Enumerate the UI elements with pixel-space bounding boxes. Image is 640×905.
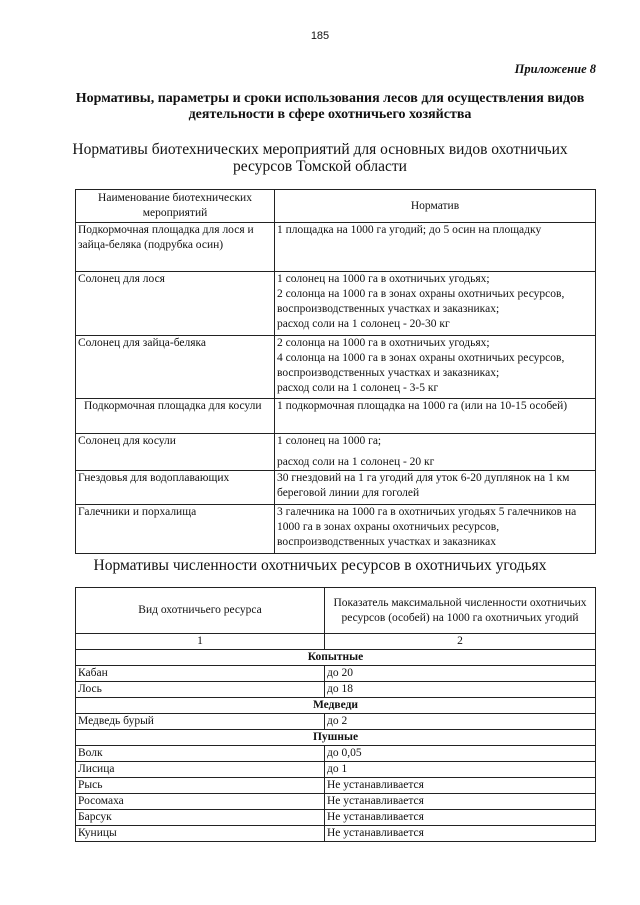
header-species: Вид охотничьего ресурса — [76, 588, 325, 634]
population-norm: Не устанавливается — [325, 810, 596, 826]
header-norm: Норматив — [275, 190, 596, 223]
table-row — [76, 810, 596, 826]
table-row — [76, 505, 596, 554]
column-number: 2 — [325, 634, 596, 650]
measure-norm — [275, 336, 596, 399]
group-row — [76, 698, 596, 714]
measure-name: Подкормочная площадка для лося и зайца-беляка (подрубка осин) — [76, 223, 275, 272]
table-row — [76, 272, 596, 336]
species-name: Куницы — [76, 826, 325, 842]
measure-name: Солонец для зайца-беляка — [76, 336, 275, 399]
population-norm: Не устанавливается — [325, 794, 596, 810]
header-max-population: Показатель максимальной численности охотничьих ресурсов (особей) на 1000 га охотничьих угодий — [325, 588, 596, 634]
norm-line: 1 солонец на 1000 га; — [277, 435, 382, 447]
measure-norm — [275, 434, 596, 471]
table-row — [76, 666, 596, 682]
measure-name: Галечники и порхалища — [76, 505, 275, 554]
header-measure-name: Наименование биотехнических мероприятий — [76, 190, 275, 223]
species-name: Росомаха — [76, 794, 325, 810]
table-row — [76, 794, 596, 810]
norm-line: 1 солонец на 1000 га в охотничьих угодьях; — [277, 273, 490, 285]
measure-norm: 3 галечника на 1000 га в охотничьих угодьях 5 галечников на 1000 га в зонах охраны охотничьих ресурсов, воспроизводственных участках и заказниках — [275, 505, 596, 554]
measure-norm: 1 площадка на 1000 га угодий; до 5 осин на площадку — [275, 223, 596, 272]
page-number: 185 — [310, 30, 330, 42]
table-row — [76, 762, 596, 778]
table-row — [76, 826, 596, 842]
population-norm: до 2 — [325, 714, 596, 730]
group-name: Медведи — [76, 698, 596, 714]
group-row — [76, 730, 596, 746]
table-row — [76, 682, 596, 698]
measure-name: Гнездовья для водоплавающих — [76, 471, 275, 505]
group-name: Копытные — [76, 650, 596, 666]
group-row — [76, 650, 596, 666]
norm-line: 2 солонца на 1000 га в зонах охраны охотничьих ресурсов, воспроизводственных участках и заказниках; — [277, 288, 565, 315]
column-number-row — [76, 634, 596, 650]
species-name: Барсук — [76, 810, 325, 826]
table-row — [76, 778, 596, 794]
measure-name: Солонец для косули — [76, 434, 275, 471]
table-row — [76, 471, 596, 505]
table-row — [76, 714, 596, 730]
measure-name: Солонец для лося — [76, 272, 275, 336]
norm-line: 4 солонца на 1000 га в зонах охраны охотничьих ресурсов, воспроизводственных участках и заказниках; — [277, 352, 565, 379]
measure-norm — [275, 272, 596, 336]
measure-norm: 1 подкормочная площадка на 1000 га (или на 10-15 особей) — [275, 399, 596, 434]
biotechnical-measures-table — [75, 189, 596, 554]
population-norm: до 1 — [325, 762, 596, 778]
table2-title: Нормативы численности охотничьих ресурсов в охотничьих угодьях — [93, 557, 547, 574]
group-name: Пушные — [76, 730, 596, 746]
population-norms-table — [75, 587, 596, 842]
norm-line: расход соли на 1 солонец - 20-30 кг — [277, 318, 450, 330]
table-header-row — [76, 588, 596, 634]
table-row — [76, 434, 596, 471]
species-name: Волк — [76, 746, 325, 762]
norm-line: расход соли на 1 солонец - 20 кг — [277, 456, 435, 468]
table-header-row — [76, 190, 596, 223]
table-row — [76, 336, 596, 399]
population-norm: Не устанавливается — [325, 826, 596, 842]
species-name: Рысь — [76, 778, 325, 794]
appendix-label: Приложение 8 — [514, 62, 596, 76]
population-norm: Не устанавливается — [325, 778, 596, 794]
table-row — [76, 399, 596, 434]
species-name: Лисица — [76, 762, 325, 778]
species-name: Медведь бурый — [76, 714, 325, 730]
measure-norm: 30 гнездовий на 1 га угодий для уток 6-20 дуплянок на 1 км береговой линии для гоголей — [275, 471, 596, 505]
population-norm: до 20 — [325, 666, 596, 682]
norm-line: расход соли на 1 солонец - 3-5 кг — [277, 382, 439, 394]
population-norm: до 0,05 — [325, 746, 596, 762]
species-name: Лось — [76, 682, 325, 698]
species-name: Кабан — [76, 666, 325, 682]
table-row — [76, 223, 596, 272]
measure-name: Подкормочная площадка для косули — [76, 399, 275, 434]
table1-title: Нормативы биотехнических мероприятий для основных видов охотничьих ресурсов Томской области — [72, 141, 568, 175]
main-title: Нормативы, параметры и сроки использования лесов для осуществления видов деятельности в сфере охотничьего хозяйства — [75, 91, 585, 122]
population-norm: до 18 — [325, 682, 596, 698]
norm-line: 2 солонца на 1000 га в охотничьих угодьях; — [277, 337, 490, 349]
column-number: 1 — [76, 634, 325, 650]
table-row — [76, 746, 596, 762]
